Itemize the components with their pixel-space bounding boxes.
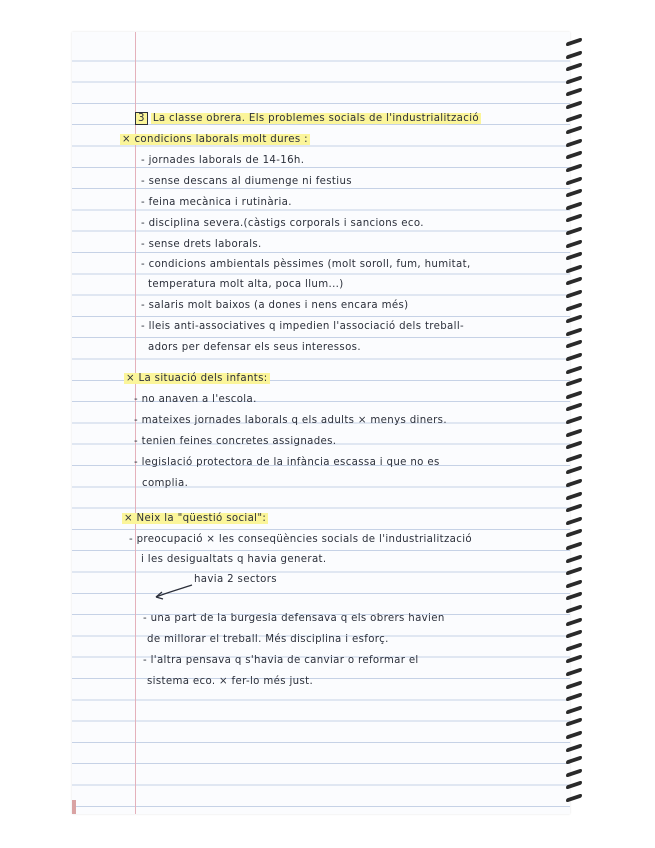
spiral-coil: [566, 226, 582, 235]
spiral-coil: [566, 705, 582, 714]
spiral-coil: [566, 327, 582, 336]
spiral-coil: [566, 680, 582, 689]
subheading-social-question: × Neix la "qüestió social":: [124, 513, 267, 524]
section-heading: [135, 112, 481, 126]
list-item: - una part de la burgesia defensava q els obrers havien: [143, 613, 445, 624]
spiral-coil: [566, 214, 582, 223]
list-item: - l'altra pensava q s'havia de canviar o reformar el: [143, 655, 419, 666]
spiral-coil: [566, 655, 582, 664]
list-item: - salaris molt baixos (a dones i nens encara més): [141, 300, 409, 311]
list-item-continuation: de millorar el treball. Més disciplina i esforç.: [147, 634, 389, 645]
list-item-continuation: adors per defensar els seus interessos.: [148, 342, 361, 353]
spiral-coil: [566, 315, 582, 324]
list-item: - disciplina severa.(càstigs corporals i sancions eco.: [141, 218, 424, 229]
spiral-coil: [566, 428, 582, 437]
spiral-coil: [566, 264, 582, 273]
list-item: - feina mecànica i rutinària.: [141, 197, 292, 208]
spiral-coil: [566, 756, 582, 765]
list-item: - preocupació × les conseqüències socials de l'industrialització: [129, 534, 472, 545]
spiral-coil: [566, 63, 582, 72]
list-item: - condicions ambientals pèssimes (molt soroll, fum, humitat,: [141, 259, 471, 270]
spiral-coil: [566, 378, 582, 387]
section-number-box: 3: [135, 112, 148, 125]
subheading-conditions: × condicions laborals molt dures :: [122, 134, 308, 145]
spiral-coil: [566, 277, 582, 286]
page-corner-mark: [72, 800, 76, 814]
list-item: - tenien feines concretes assignades.: [134, 436, 337, 447]
spiral-coil: [566, 491, 582, 500]
curved-arrow-icon: [152, 583, 194, 601]
list-item: - sense descans al diumenge ni festius: [141, 176, 352, 187]
spiral-coil: [566, 113, 582, 122]
spiral-coil: [566, 138, 582, 147]
spiral-coil: [566, 201, 582, 210]
spiral-coil: [566, 466, 582, 475]
spiral-coil: [566, 415, 582, 424]
spiral-coil: [566, 478, 582, 487]
spiral-coil: [566, 302, 582, 311]
spiral-coil: [566, 504, 582, 513]
spiral-coil: [566, 151, 582, 160]
spiral-coil: [566, 768, 582, 777]
spiral-coil: [566, 567, 582, 576]
spiral-coil: [566, 390, 582, 399]
spiral-coil: [566, 50, 582, 59]
list-item-continuation: sistema eco. × fer-lo més just.: [147, 676, 314, 687]
spiral-coil: [566, 604, 582, 613]
spiral-coil: [566, 126, 582, 135]
list-item: - lleis anti-associatives q impedien l'associació dels treball-: [141, 321, 465, 332]
section-title: La classe obrera. Els problemes socials de l'industrialització: [152, 113, 479, 124]
spiral-coil: [566, 693, 582, 702]
spiral-coil: [566, 37, 582, 46]
spiral-coil: [566, 516, 582, 525]
spiral-coil: [566, 100, 582, 109]
list-item: - legislació protectora de la infància escassa i que no es: [134, 457, 440, 468]
spiral-coil: [566, 579, 582, 588]
spiral-coil: [566, 630, 582, 639]
spiral-coil: [566, 365, 582, 374]
spiral-coil: [566, 163, 582, 172]
list-item: - no anaven a l'escola.: [134, 394, 257, 405]
spiral-coil: [566, 642, 582, 651]
spiral-coil: [566, 340, 582, 349]
list-item-continuation: i les desigualtats q havia generat.: [141, 554, 327, 565]
spiral-coil: [566, 441, 582, 450]
spiral-coil: [566, 529, 582, 538]
spiral-coil: [566, 781, 582, 790]
spiral-coil: [566, 403, 582, 412]
list-item: - sense drets laborals.: [141, 239, 262, 250]
spiral-coil: [566, 88, 582, 97]
spiral-coil: [566, 453, 582, 462]
spiral-coil: [566, 352, 582, 361]
spiral-coil: [566, 554, 582, 563]
spiral-coil: [566, 743, 582, 752]
annotation-two-sectors: havia 2 sectors: [194, 574, 277, 585]
spiral-coil: [566, 75, 582, 84]
spiral-coil: [566, 541, 582, 550]
list-item: - jornades laborals de 14-16h.: [141, 155, 305, 166]
spiral-coil: [566, 289, 582, 298]
spiral-coil: [566, 239, 582, 248]
spiral-coil: [566, 667, 582, 676]
list-item-continuation: temperatura molt alta, poca llum...): [148, 279, 344, 290]
spiral-coil: [566, 189, 582, 198]
spiral-coil: [566, 718, 582, 727]
list-item-continuation: complia.: [142, 478, 189, 489]
spiral-coil: [566, 176, 582, 185]
subheading-children: × La situació dels infants:: [126, 373, 268, 384]
spiral-coil: [566, 730, 582, 739]
spiral-coil: [566, 252, 582, 261]
spiral-coil: [566, 617, 582, 626]
spiral-coil: [566, 592, 582, 601]
spiral-coil: [566, 793, 582, 802]
spiral-binding: [560, 32, 588, 814]
list-item: - mateixes jornades laborals q els adults × menys diners.: [134, 415, 447, 426]
